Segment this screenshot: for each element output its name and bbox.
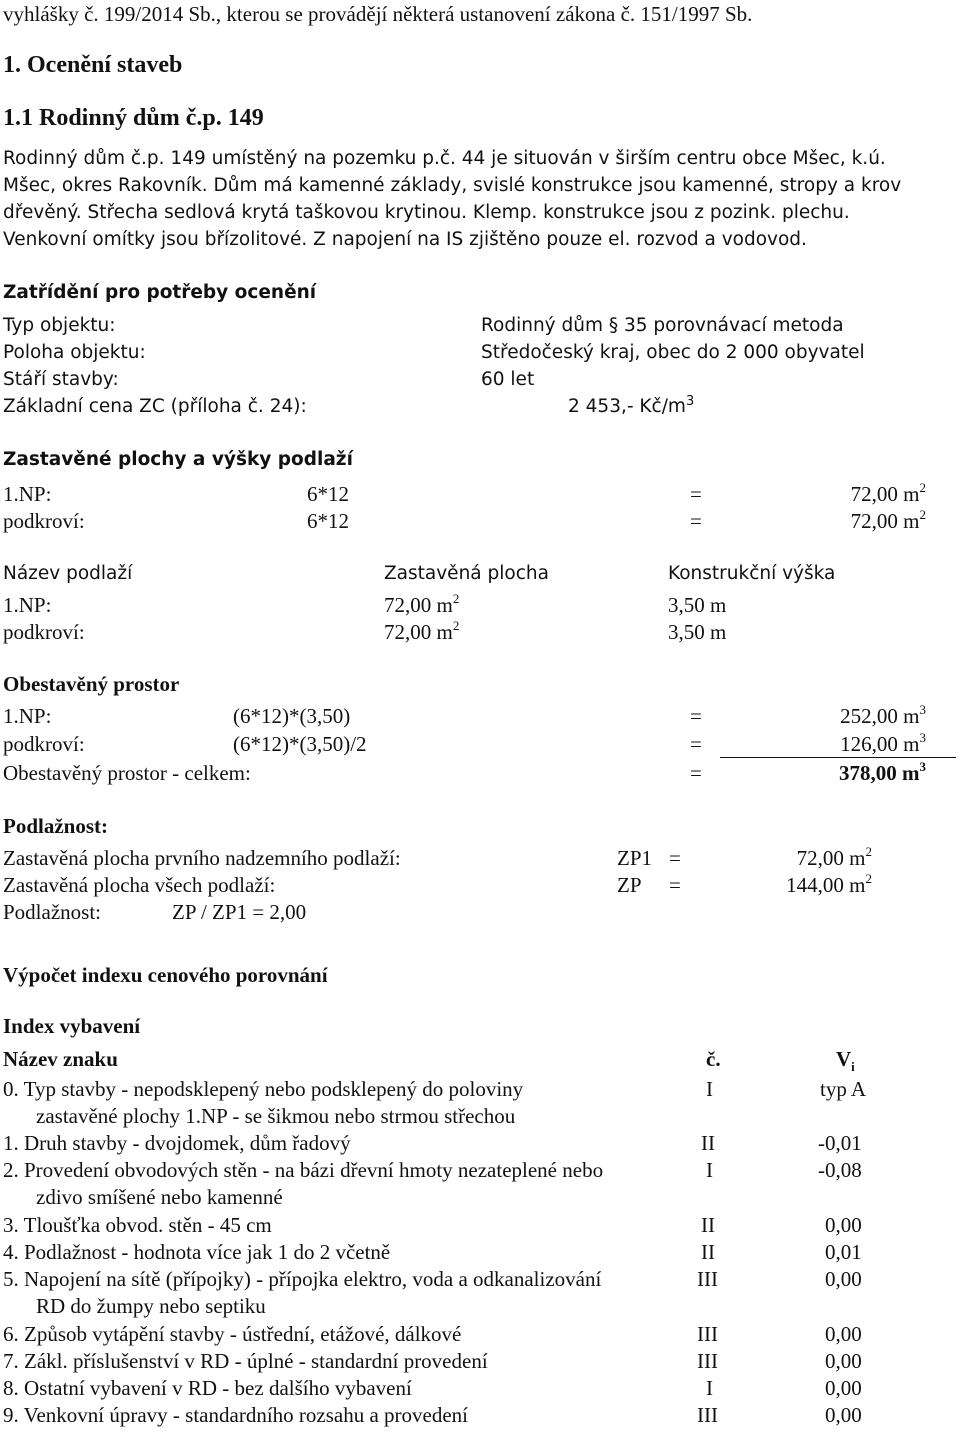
index-row-v: 0,00 bbox=[825, 1267, 862, 1291]
index-row-v: 0,00 bbox=[825, 1403, 862, 1427]
classification-label: Stáří stavby: bbox=[3, 369, 119, 390]
built-area-value: 72,00 $m^2$ bbox=[850, 507, 926, 533]
built-areas-heading: Zastavěné plochy a výšky podlaží bbox=[3, 449, 353, 470]
index-row-text: 2. Provedení obvodových stěn - na bázi dřevní hmoty nezateplené nebo bbox=[3, 1158, 604, 1182]
index-row-v: -0,01 bbox=[818, 1131, 862, 1155]
index-row-text: 6. Způsob vytápění stavby - ústřední, etážové, dálkové bbox=[3, 1322, 462, 1346]
index-row-v: 0,00 bbox=[825, 1213, 862, 1237]
index-row-text: 5. Napojení na sítě (přípojky) - přípojka elektro, voda a odkanalizování bbox=[3, 1267, 602, 1291]
floor-ratio-label: Zastavěná plocha všech podlaží: bbox=[3, 873, 276, 897]
index-row-v: typ A bbox=[820, 1077, 867, 1101]
description-line: Rodinný dům č.p. 149 umístěný na pozemku p.č. 44 je situován v širším centru obce Mšec, k.ú. bbox=[3, 148, 886, 169]
index-row-no: I bbox=[706, 1077, 713, 1101]
col-header-name: Název znaku bbox=[3, 1047, 118, 1071]
base-price-value: 2 453,- $Kč/m^3$ bbox=[568, 394, 695, 417]
classification-value: Středočeský kraj, obec do 2 000 obyvatel bbox=[481, 342, 865, 363]
floor-ratio-result-label: Podlažnost: bbox=[3, 900, 101, 924]
index-row-text: 0. Typ stavby - nepodsklepený nebo podsklepený do poloviny bbox=[3, 1077, 524, 1101]
index-row-no: II bbox=[701, 1240, 715, 1264]
index-row-text-cont: RD do žumpy nebo septiku bbox=[36, 1294, 266, 1318]
volume-eq: = bbox=[690, 704, 702, 728]
price-index-heading: Výpočet indexu cenového porovnání bbox=[3, 963, 328, 987]
index-row-no: II bbox=[701, 1213, 715, 1237]
volume-eq: = bbox=[690, 732, 702, 756]
index-row-v: -0,08 bbox=[818, 1158, 862, 1182]
index-row-no: III bbox=[697, 1322, 718, 1346]
index-row-v: 0,00 bbox=[825, 1376, 862, 1400]
floor-ratio-code: ZP bbox=[617, 873, 642, 897]
volume-value: 252,00 $m^3$ bbox=[840, 702, 926, 728]
floor-ratio-result-value: ZP / ZP1 = 2,00 bbox=[172, 900, 307, 924]
volume-heading: Obestavěný prostor bbox=[3, 672, 180, 696]
classification-label: Základní cena ZC (příloha č. 24): bbox=[3, 396, 307, 417]
volume-label: podkroví: bbox=[3, 732, 85, 756]
volume-formula: (6*12)*(3,50) bbox=[233, 704, 351, 728]
floor-area: 72,00 $m^2$ bbox=[384, 591, 460, 617]
floors-header: Zastavěná plocha bbox=[384, 563, 549, 584]
sum-underline bbox=[720, 757, 956, 758]
floor-ratio-eq: = bbox=[669, 873, 681, 897]
floor-name: 1.NP: bbox=[3, 593, 52, 617]
floor-ratio-value: 72,00 $m^2$ bbox=[796, 844, 872, 870]
built-area-value: 72,00 $m^2$ bbox=[850, 480, 926, 506]
index-row-text: 7. Zákl. příslušenství v RD - úplné - standardní provedení bbox=[3, 1349, 488, 1373]
floor-name: podkroví: bbox=[3, 620, 85, 644]
index-row-v: 0,00 bbox=[825, 1349, 862, 1373]
floor-ratio-value: 144,00 $m^2$ bbox=[786, 871, 872, 897]
volume-total-eq: = bbox=[690, 761, 702, 785]
floor-ratio-eq: = bbox=[669, 846, 681, 870]
header-line: vyhlášky č. 199/2014 Sb., kterou se provádějí některá ustanovení zákona č. 151/1997 Sb. bbox=[3, 2, 753, 26]
index-row-text-cont: zastavěné plochy 1.NP - se šikmou nebo strmou střechou bbox=[36, 1104, 516, 1128]
floor-ratio-code: ZP1 bbox=[617, 846, 653, 870]
built-area-formula: 6*12 bbox=[307, 482, 349, 506]
equipment-index-heading: Index vybavení bbox=[3, 1014, 141, 1038]
floors-header: Název podlaží bbox=[3, 563, 133, 584]
index-row-text: 4. Podlažnost - hodnota více jak 1 do 2 včetně bbox=[3, 1240, 391, 1264]
built-area-eq: = bbox=[690, 509, 702, 533]
floor-ratio-heading: Podlažnost: bbox=[3, 814, 108, 838]
index-row-no: III bbox=[697, 1403, 718, 1427]
built-area-formula: 6*12 bbox=[307, 509, 349, 533]
built-area-label: podkroví: bbox=[3, 509, 85, 533]
index-row-v: 0,01 bbox=[825, 1240, 862, 1264]
volume-value: 126,00 $m^3$ bbox=[840, 730, 926, 756]
description-line: Mšec, okres Rakovník. Dům má kamenné základy, svislé konstrukce jsou kamenné, stropy a krov bbox=[3, 175, 902, 196]
description-line: dřevěný. Střecha sedlová krytá taškovou krytinou. Klemp. konstrukce jsou z pozink. plechu. bbox=[3, 202, 850, 223]
index-row-no: II bbox=[701, 1131, 715, 1155]
volume-total-label: Obestavěný prostor - celkem: bbox=[3, 761, 251, 785]
volume-formula: (6*12)*(3,50)/2 bbox=[233, 732, 367, 756]
floor-height: 3,50 m bbox=[668, 620, 727, 644]
volume-label: 1.NP: bbox=[3, 704, 52, 728]
floor-ratio-label: Zastavěná plocha prvního nadzemního podlaží: bbox=[3, 846, 401, 870]
section-title: 1. Ocenění staveb bbox=[3, 52, 183, 78]
index-row-text: 1. Druh stavby - dvojdomek, dům řadový bbox=[3, 1131, 351, 1155]
index-row-text: 3. Tloušťka obvod. stěn - 45 cm bbox=[3, 1213, 272, 1237]
subsection-title: 1.1 Rodinný dům č.p. 149 bbox=[3, 105, 264, 131]
classification-value: 60 let bbox=[481, 369, 535, 390]
index-row-no: I bbox=[706, 1158, 713, 1182]
built-area-eq: = bbox=[690, 482, 702, 506]
index-row-text: 8. Ostatní vybavení v RD - bez dalšího vybavení bbox=[3, 1376, 412, 1400]
index-row-no: I bbox=[706, 1376, 713, 1400]
floor-area: 72,00 $m^2$ bbox=[384, 618, 460, 644]
classification-value: Rodinný dům § 35 porovnávací metoda bbox=[481, 315, 844, 336]
col-header-no: č. bbox=[706, 1047, 721, 1071]
col-header-v: $V_i$ bbox=[836, 1047, 855, 1074]
floors-header: Konstrukční výška bbox=[668, 563, 836, 584]
index-row-no: III bbox=[697, 1349, 718, 1373]
classification-heading: Zatřídění pro potřeby ocenění bbox=[3, 282, 317, 303]
index-row-text: 9. Venkovní úpravy - standardního rozsahu a provedení bbox=[3, 1403, 468, 1427]
description-line: Venkovní omítky jsou břízolitové. Z napojení na IS zjištěno pouze el. rozvod a vodovod. bbox=[3, 229, 807, 250]
classification-label: Typ objektu: bbox=[3, 315, 116, 336]
floor-height: 3,50 m bbox=[668, 593, 727, 617]
index-row-no: III bbox=[697, 1267, 718, 1291]
built-area-label: 1.NP: bbox=[3, 482, 52, 506]
classification-label: Poloha objektu: bbox=[3, 342, 146, 363]
volume-total-value: 378,00 $m^3$ bbox=[839, 759, 926, 785]
index-row-text-cont: zdivo smíšené nebo kamenné bbox=[36, 1185, 283, 1209]
index-row-v: 0,00 bbox=[825, 1322, 862, 1346]
